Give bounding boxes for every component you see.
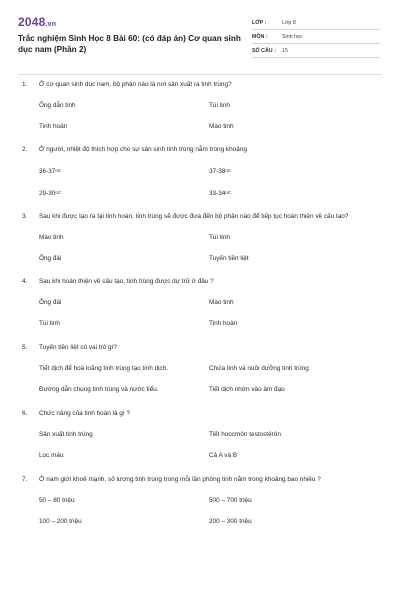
question-text: Ở cơ quan sinh dục nam, bộ phận nào là nơi sản xuất ra tinh trùng? xyxy=(39,81,232,88)
option-c[interactable]: Tinh hoàn xyxy=(39,123,68,130)
option-c[interactable]: Lọc máu xyxy=(39,452,64,459)
option-b[interactable]: 500 – 700 triệu xyxy=(209,497,252,504)
option-a[interactable]: Ống dẫn tinh xyxy=(39,102,76,109)
option-d[interactable]: $33-34^{oC}$ xyxy=(209,190,232,197)
meta-value: Lớp 8 xyxy=(282,19,296,26)
question-text: Sau khi được tạo ra tại tinh hoàn, tinh trùng sẽ được đưa đến bộ phận nào để tiếp tục hoàn thiện về cấu tạo? xyxy=(39,213,349,220)
option-b[interactable]: $37-38^{oC}$ xyxy=(209,168,232,175)
question-text: Ở nam giới khoẻ mạnh, số lượng tinh trùng trong mỗi lần phóng tinh nằm trong khoảng bao nhiêu ? xyxy=(39,476,321,483)
meta-row-count xyxy=(252,44,380,58)
option-b[interactable]: Túi tinh xyxy=(209,102,230,109)
page-title: Trắc nghiệm Sinh Học 8 Bài 60: (có đáp án) Cơ quan sinh dục nam (Phần 2) xyxy=(18,34,241,54)
logo-suffix: .vn xyxy=(45,21,57,28)
meta-info xyxy=(252,16,380,58)
option-d[interactable]: Tiết dịch nhờn vào âm đạo xyxy=(209,386,285,393)
option-a[interactable]: $36-37^{oC}$ xyxy=(39,168,62,175)
question-text: Sau khi hoàn thiện về cấu tạo, tinh trùng được dự trữ ở đâu ? xyxy=(39,278,214,285)
option-b[interactable]: Túi tinh xyxy=(209,234,230,241)
option-a[interactable]: Sản xuất tinh trùng xyxy=(39,431,93,438)
question-text: Ở người, nhiệt độ thích hợp cho sự sản sinh tinh trùng nằm trong khoảng xyxy=(39,146,247,153)
header-left xyxy=(18,16,243,55)
option-a[interactable]: Ống đái xyxy=(39,299,62,306)
option-c[interactable]: Túi tinh xyxy=(39,320,60,327)
meta-label: LỚP : xyxy=(252,19,267,26)
meta-row-subject xyxy=(252,30,380,44)
question-4 xyxy=(22,277,380,329)
question-number: 6. xyxy=(22,410,28,417)
question-text: Tuyến tiền liệt có vai trò gì? xyxy=(39,344,117,351)
option-c[interactable]: Đường dẫn chung tinh trùng và nước tiểu. xyxy=(39,386,159,393)
option-a[interactable]: 50 – 80 triệu xyxy=(39,497,75,504)
option-d[interactable]: Mào tinh xyxy=(209,123,234,130)
meta-label: SỐ CÂU : xyxy=(252,47,276,54)
question-2 xyxy=(22,145,380,199)
question-text: Chức năng của tinh hoàn là gì ? xyxy=(39,410,130,417)
question-5 xyxy=(22,343,380,395)
question-number: 7. xyxy=(22,476,28,483)
question-list xyxy=(22,80,380,527)
meta-row-class xyxy=(252,16,380,30)
meta-label: MÔN : xyxy=(252,33,268,40)
question-6 xyxy=(22,409,380,461)
question-number: 4. xyxy=(22,278,28,285)
option-d[interactable]: 200 – 300 triệu xyxy=(209,518,252,525)
option-d[interactable]: Tuyến tiền liệt xyxy=(209,255,249,262)
option-c[interactable]: Ống đái xyxy=(39,255,62,262)
option-a[interactable]: Mào tinh xyxy=(39,234,64,241)
option-c[interactable]: 100 – 200 triệu xyxy=(39,518,82,525)
option-c[interactable]: $29-30^{oC}$ xyxy=(39,190,62,197)
header xyxy=(18,16,380,74)
meta-value: 15 xyxy=(282,47,288,54)
meta-value: Sinh học xyxy=(282,33,303,40)
header-divider xyxy=(18,74,382,75)
question-number: 5. xyxy=(22,344,28,351)
question-3 xyxy=(22,212,380,264)
option-b[interactable]: Tiết hoocmôn testostêrôn xyxy=(209,431,281,438)
option-d[interactable]: Tinh hoàn xyxy=(209,320,238,327)
question-number: 3. xyxy=(22,213,28,220)
site-logo[interactable] xyxy=(18,16,243,31)
question-7 xyxy=(22,475,380,527)
option-b[interactable]: Mào tinh xyxy=(209,299,234,306)
logo-text: 2048 xyxy=(18,15,46,29)
question-number: 1. xyxy=(22,81,28,88)
question-1 xyxy=(22,80,380,132)
option-a[interactable]: Tiết dịch để hoà loãng tinh trùng tạo tinh dịch. xyxy=(39,365,169,372)
question-number: 2. xyxy=(22,146,28,153)
option-b[interactable]: Chứa tinh và nuôi dưỡng tinh trùng xyxy=(209,365,309,372)
option-d[interactable]: Cả A và B xyxy=(209,452,238,459)
